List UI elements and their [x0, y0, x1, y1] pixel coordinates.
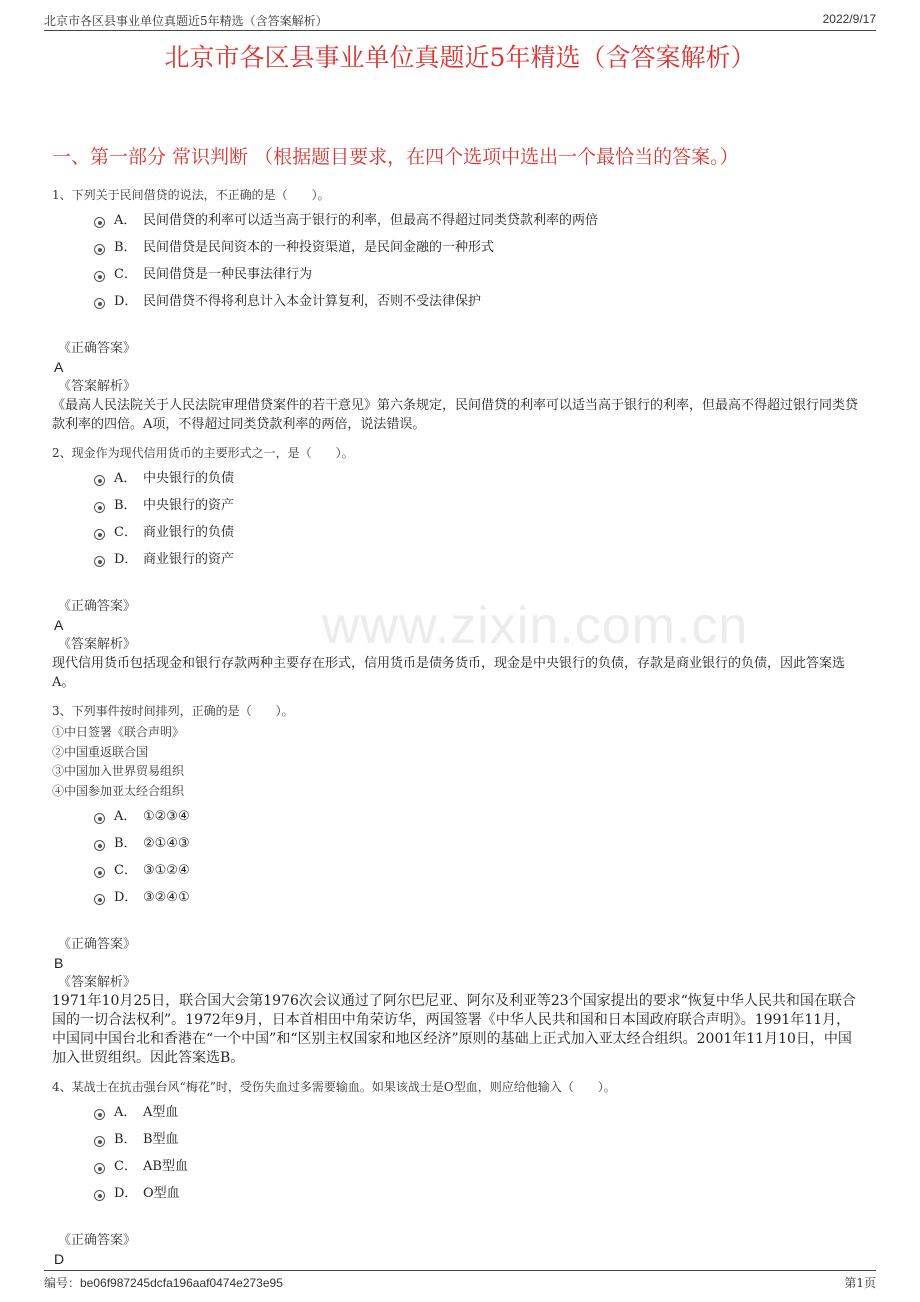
option-d[interactable] — [52, 1180, 864, 1207]
correct-answer: B — [54, 955, 64, 971]
question-2 — [52, 444, 864, 692]
radio-icon[interactable] — [94, 1109, 105, 1120]
event-item: ②中国重返联合国 — [52, 744, 149, 759]
option-list — [52, 207, 864, 315]
option-list — [52, 1099, 864, 1207]
explanation-label: 《答案解析》 — [58, 379, 137, 394]
correct-answer: D — [54, 1251, 65, 1267]
option-b[interactable] — [52, 1126, 864, 1153]
event-item: ④中国参加亚太经合组织 — [52, 783, 185, 798]
answer-label: 《正确答案》 — [58, 599, 137, 614]
option-text: 商业银行的资产 — [143, 552, 235, 567]
radio-icon[interactable] — [94, 244, 105, 255]
radio-icon[interactable] — [94, 217, 105, 228]
option-letter: D． — [114, 1186, 138, 1201]
radio-icon[interactable] — [94, 1136, 105, 1147]
option-c[interactable] — [52, 1153, 864, 1180]
option-letter: D． — [114, 552, 138, 567]
page-number: 第1页 — [844, 1276, 876, 1290]
option-letter: A． — [114, 809, 137, 824]
option-letter: B． — [114, 1132, 137, 1147]
radio-icon[interactable] — [94, 867, 105, 878]
answer-label: 《正确答案》 — [58, 937, 137, 952]
explanation-label: 《答案解析》 — [58, 975, 137, 990]
radio-icon[interactable] — [94, 475, 105, 486]
watermark: www.zixin.com.cn — [322, 597, 749, 655]
event-item: ①中日签署《联合声明》 — [52, 725, 185, 739]
answer-label: 《正确答案》 — [58, 341, 137, 356]
question-1 — [52, 186, 864, 434]
explanation-text: 1971年10月25日，联合国大会第1976次会议通过了阿尔巴尼亚、阿尔及利亚等23个国家提出的要求“恢复中华人民共和国在联合国的一切合法权利”。1972年9月，日本首相田中角荣访华，两国签署《中华人民共和国和日本国政府联合声明》。1991年11月，中国同中国台北和香港在“一个中国”和“区别主权国家和地区经济”原则的基础上正式加入亚太经合组织。2001年11月10日，中国加入世贸组织。因此答案选B。 — [52, 993, 856, 1066]
option-letter: D． — [114, 294, 138, 309]
option-text: 商业银行的负债 — [143, 525, 235, 540]
question-stem: 4、某战士在抗击强台风“梅花”时，受伤失血过多需要输血。如果该战士是O型血，则应给他输入（ ）。 — [52, 1080, 616, 1094]
option-letter: C． — [114, 1159, 137, 1174]
option-c[interactable] — [52, 261, 864, 288]
option-letter: B． — [114, 836, 137, 851]
page-footer — [44, 1270, 876, 1291]
radio-icon[interactable] — [94, 1190, 105, 1201]
radio-icon[interactable] — [94, 298, 105, 309]
option-b[interactable] — [52, 492, 864, 519]
option-text: 民间借贷的利率可以适当高于银行的利率，但最高不得超过同类贷款利率的两倍 — [143, 213, 599, 228]
option-text: A型血 — [143, 1105, 179, 1120]
option-d[interactable] — [52, 546, 864, 573]
question-stem: 1、下列关于民间借贷的说法，不正确的是（ ）。 — [52, 188, 330, 202]
question-3 — [52, 702, 864, 1068]
radio-icon[interactable] — [94, 813, 105, 824]
option-c[interactable] — [52, 857, 864, 884]
radio-icon[interactable] — [94, 271, 105, 282]
document-title: 北京市各区县事业单位真题近5年精选（含答案解析） — [164, 43, 756, 72]
option-text: AB型血 — [143, 1159, 188, 1174]
option-text: ①②③④ — [143, 809, 190, 824]
option-letter: B． — [114, 240, 137, 255]
correct-answer: A — [54, 359, 64, 375]
radio-icon[interactable] — [94, 840, 105, 851]
option-text: B型血 — [143, 1132, 179, 1147]
option-list — [52, 803, 864, 911]
option-c[interactable] — [52, 519, 864, 546]
header-title: 北京市各区县事业单位真题近5年精选（含答案解析） — [44, 14, 328, 28]
option-letter: A． — [114, 471, 137, 486]
option-a[interactable] — [52, 1099, 864, 1126]
option-list — [52, 465, 864, 573]
question-stem: 2、现金作为现代信用货币的主要形式之一，是（ ）。 — [52, 446, 354, 460]
option-text: 中央银行的负债 — [143, 471, 235, 486]
answer-label: 《正确答案》 — [58, 1233, 137, 1248]
question-stem: 3、下列事件按时间排列，正确的是（ ）。 — [52, 704, 294, 718]
radio-icon[interactable] — [94, 529, 105, 540]
page-header — [44, 10, 876, 31]
option-letter: B． — [114, 498, 137, 513]
option-letter: A． — [114, 213, 137, 228]
option-text: ②①④③ — [143, 836, 190, 851]
option-letter: C． — [114, 267, 137, 282]
option-text: 民间借贷不得将利息计入本金计算复利，否则不受法律保护 — [143, 294, 482, 309]
option-letter: D． — [114, 890, 138, 905]
radio-icon[interactable] — [94, 556, 105, 567]
question-4 — [52, 1078, 864, 1269]
question-list — [52, 186, 864, 1269]
option-text: ③①②④ — [143, 863, 190, 878]
option-b[interactable] — [52, 234, 864, 261]
option-text: O型血 — [143, 1186, 180, 1201]
radio-icon[interactable] — [94, 894, 105, 905]
section-heading: 一、第一部分 常识判断 （根据题目要求，在四个选项中选出一个最恰当的答案。） — [52, 146, 739, 168]
option-a[interactable] — [52, 207, 864, 234]
option-d[interactable] — [52, 884, 864, 911]
option-b[interactable] — [52, 830, 864, 857]
explanation-label: 《答案解析》 — [58, 637, 137, 652]
radio-icon[interactable] — [94, 502, 105, 513]
correct-answer: A — [54, 617, 64, 633]
document-id: 编号：be06f987245dcfa196aaf0474e273e95 — [44, 1276, 283, 1290]
option-text: 民间借贷是一种民事法律行为 — [143, 267, 313, 282]
radio-icon[interactable] — [94, 1163, 105, 1174]
explanation-text: 《最高人民法院关于人民法院审理借贷案件的若干意见》第六条规定，民间借贷的利率可以适当高于银行的利率，但最高不得超过银行同类贷款利率的四倍。A项，不得超过同类贷款利率的两倍，说法错误。 — [52, 398, 859, 432]
option-letter: C． — [114, 525, 137, 540]
option-text: 民间借贷是民间资本的一种投资渠道，是民间金融的一种形式 — [143, 240, 495, 255]
option-letter: A． — [114, 1105, 137, 1120]
option-a[interactable] — [52, 465, 864, 492]
option-d[interactable] — [52, 288, 864, 315]
explanation-text: 现代信用货币包括现金和银行存款两种主要存在形式，信用货币是债务货币，现金是中央银行的负债，存款是商业银行的负债，因此答案选A。 — [52, 656, 846, 690]
event-item: ③中国加入世界贸易组织 — [52, 764, 185, 778]
option-text: ③②④① — [143, 890, 190, 905]
header-date: 2022/9/17 — [822, 12, 876, 26]
option-a[interactable] — [52, 803, 864, 830]
option-text: 中央银行的资产 — [143, 498, 235, 513]
option-letter: C． — [114, 863, 137, 878]
